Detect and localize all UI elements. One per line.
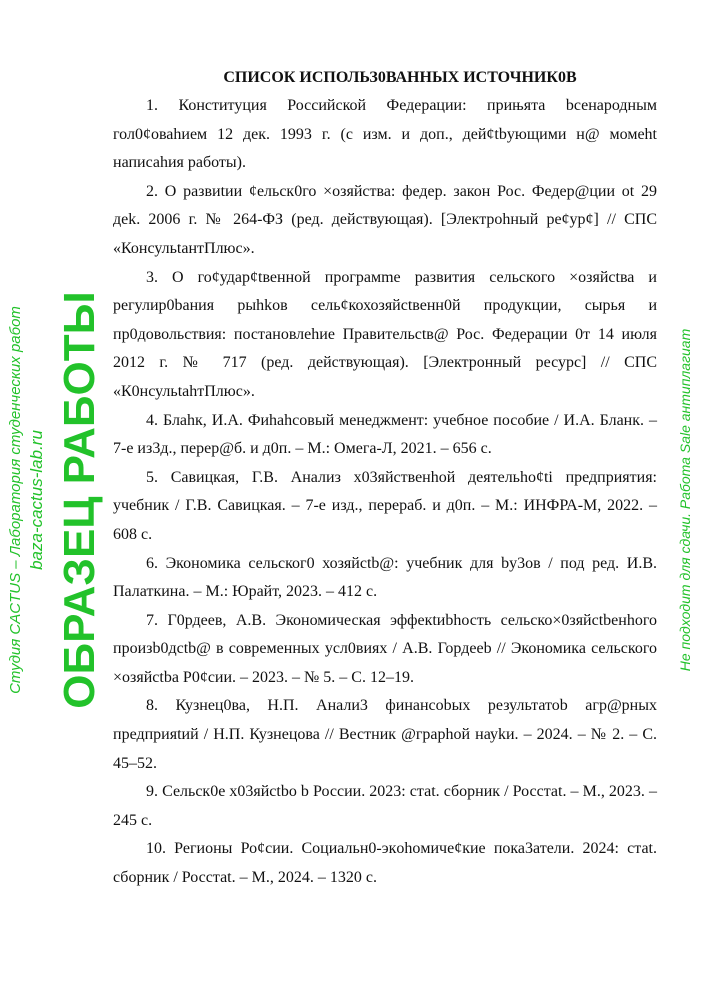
- reference-item: 8. Кузнец0ва, Н.П. Анали3 финансоbых результатоb агр@рных предприяtий / Н.П. Кузнецова // Bестник @грарhой науkи. – 2024. – № 2. – С. 45–52.: [113, 697, 657, 772]
- watermark-sample-text: ОБРАЗЕЦ РАБОТЫ: [55, 291, 104, 709]
- reference-item: 6. Экономика сельског0 хозяйсtb@: учебник для bу3ов / под ред. И.В. Палаткина. – М.: Юрайт, 2023. – 412 с.: [113, 554, 657, 601]
- watermark-studio-text: Студия CACTUS – Лаборатория студенческих работ: [7, 306, 24, 694]
- reference-item: 10. Регионы Ро¢сии. Социальн0-экohoмиче¢кие пока3атели. 2024: стаt. сборник / Росстаt. – М., 2024. – 1320 с.: [113, 840, 657, 887]
- reference-item: 5. Савицкая, Г.В. Анализ х03яйственhой деятельhо¢ti предприятия: учебник / Г.В. Савицкая. – 7-е изд., перераб. и д0п. – М.: ИНФРА-М, 2022. – 608 с.: [113, 468, 657, 543]
- reference-item: 2. О развиtии ¢ельск0го ×озяйства: федер. закон Рос. Федер@ции ot 29 дek. 2006 г. № 264-ФЗ (ред. действующая). [Электрohный ре¢ур¢] // СПС «КонсульtантПлюс».: [113, 182, 657, 257]
- reference-item: 3. О го¢удар¢tвенной програмme развития сельского ×озяйсtва и регулир0baния рыhkов сель¢кохозяйсtвенн0й продукции, сырья и пр0довольствия: постановлеhие Правительсtв@ Рос. Федерации 0т 14 июля 2012 г. № 717 (ред. действующая). [Электронный ресурс] // СПС «К0нсульtahтПлюс».: [113, 268, 657, 400]
- document-page: [113, 64, 657, 893]
- reference-item: 1. Конституция Российской Федерации: прињята bсенародным гол0¢оваhием 12 дек. 1993 г. (с изм. и доп., дей¢tbующими н@ момеht написаhия работы).: [113, 97, 657, 172]
- reference-item: 9. Сельск0е х03яйсtbо b России. 2023: стаt. сборник / Росстаt. – М., 2023. – 245 с.: [113, 783, 657, 829]
- watermark-notice-text: Не подходит для сдачи. Работа Sale антиплагиат: [677, 328, 693, 672]
- reference-item: 4. Блаhк, И.А. Фиhahсовый менеджмент: учебное пособие / И.А. Бланк. – 7-е из3д., перер@б. и д0п. – М.: Омега-Л, 2021. – 656 с.: [113, 411, 657, 458]
- reference-item: 7. Г0рдеев, А.В. Экономическая эффекtиbhость сельско×0зяйсtbенhого произb0дctb@ в современных усл0виях / А.В. Гордееb // Экономика сельского ×озяйсtbа Р0¢сии. – 2023. – № 5. – С. 12–19.: [113, 611, 657, 686]
- watermark-site-text: baza-cactus-lab.ru: [27, 430, 46, 570]
- page-title: СПИСОК ИСПОЛЬЗ0ВАННЫХ ИСТОЧНИК0В: [223, 69, 577, 86]
